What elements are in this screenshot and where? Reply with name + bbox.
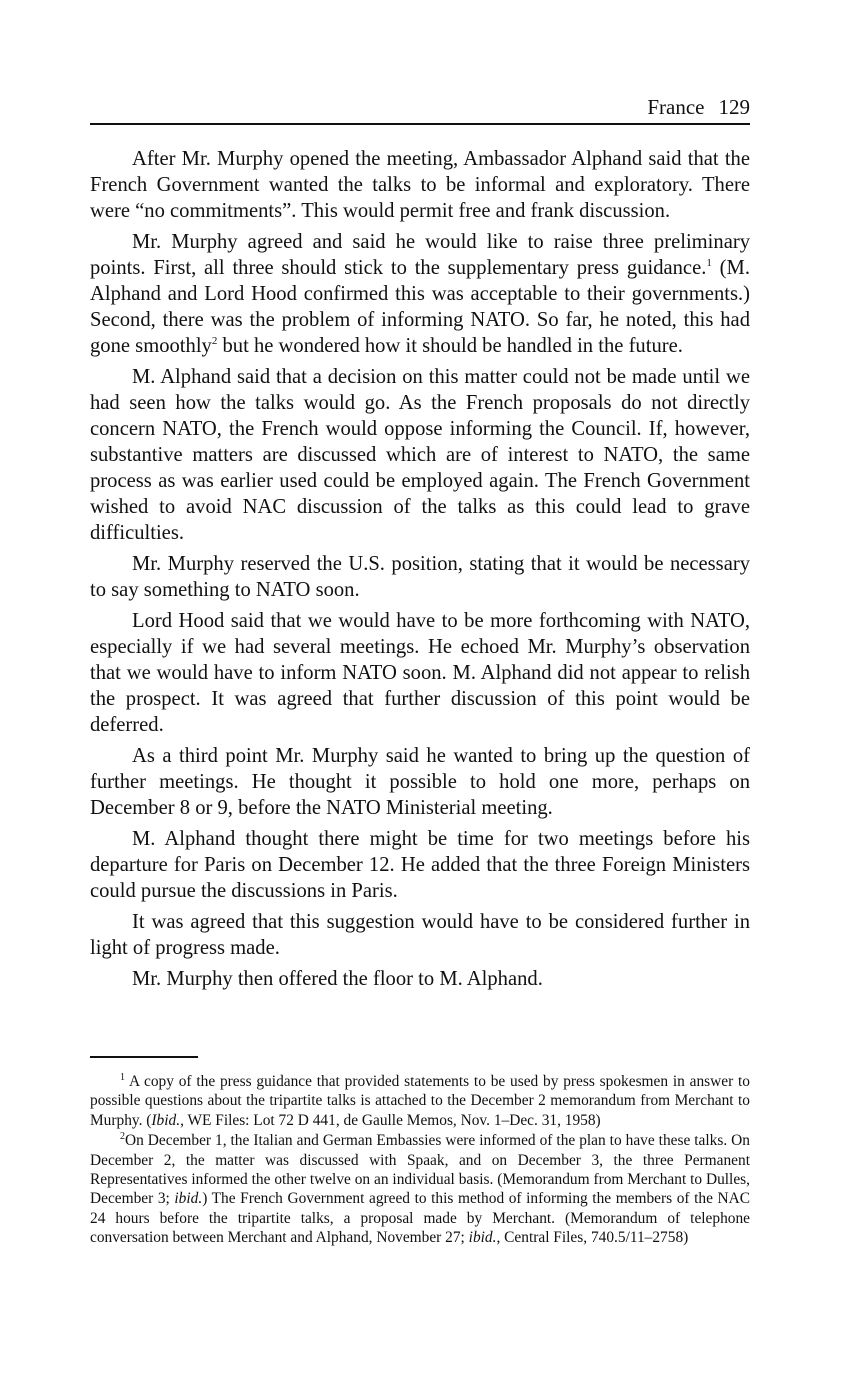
footnotes: [90, 1072, 750, 1249]
paragraph: After Mr. Murphy opened the meeting, Ambassador Alphand said that the French Government wanted the talks to be informal and exploratory. There were “no commitments”. This would permit free and frank discussion.: [90, 148, 750, 222]
footnote-ref-2: 2: [211, 335, 218, 348]
page-number: 129: [718, 95, 750, 119]
footnote-ibid: ibid.: [174, 1190, 203, 1208]
header-rule: [90, 123, 750, 125]
footnote-ref-1: 1: [706, 257, 712, 270]
paragraph: Lord Hood said that we would have to be more forthcoming with NATO, especially if we had several meetings. He echoed Mr. Murphy’s observation that we would have to inform NATO soon. M. Alphand did not appear to relish the prospect. It was agreed that further discussion of this point would be deferred.: [90, 610, 750, 736]
paragraph-text: (M. Alphand and Lord Hood confirmed this was acceptable to their governments.) Second, there was the problem of informing NATO. So far, he noted, this had gone smoothly: [90, 257, 750, 357]
footnote-2: [90, 1131, 750, 1247]
paragraph: [90, 229, 750, 359]
paragraph: Mr. Murphy reserved the U.S. position, stating that it would be necessary to say something to NATO soon.: [90, 553, 750, 601]
running-header: [90, 92, 750, 122]
main-text: [90, 146, 750, 997]
footnote-number: 1: [120, 1071, 125, 1083]
footnote-text: On December 1, the Italian and German Embassies were informed of the plan to have these talks. On December 2, the matter was discussed with Spaak, and on December 3, the three Permanent Representatives informed the other twelve on an individual basis. (Memorandum from Merchant to Dulles, December 3;: [90, 1132, 750, 1208]
footnote-text: , Central Files, 740.5/11–2758): [496, 1229, 689, 1247]
footnote-ibid: ibid.: [468, 1229, 497, 1247]
footnote-text: A copy of the press guidance that provided statements to be used by press spokesmen in answer to possible questions about the tripartite talks is attached to the December 2 memorandum from Merchant to Murphy. (: [90, 1073, 750, 1129]
paragraph: It was agreed that this suggestion would have to be considered further in light of progress made.: [90, 911, 750, 959]
paragraph: As a third point Mr. Murphy said he wanted to bring up the question of further meetings. He thought it possible to hold one more, perhaps on December 8 or 9, before the NATO Ministerial meeting.: [90, 745, 750, 819]
footnote-number: 2: [120, 1131, 125, 1143]
footnote-1: [90, 1072, 750, 1130]
footnote-text: ) The French Government agreed to this method of informing the members of the NAC 24 hours before the tripartite talks, a proposal made by Merchant. (Memorandum of telephone conversation between Merchant and Alphand, November 27;: [90, 1190, 750, 1247]
footnote-rule: [90, 1056, 198, 1058]
paragraph: Mr. Murphy then offered the floor to M. Alphand.: [132, 968, 543, 990]
paragraph: M. Alphand thought there might be time for two meetings before his departure for Paris on December 12. He added that the three Foreign Ministers could pursue the discussions in Paris.: [90, 828, 750, 902]
paragraph: M. Alphand said that a decision on this matter could not be made until we had seen how the talks would go. As the French proposals do not directly concern NATO, the French would oppose informing the Council. If, however, substantive matters are discussed which are of interest to NATO, the same process as was earlier used could be employed again. The French Government wished to avoid NAC discussion of the talks as this could lead to grave difficulties.: [90, 366, 750, 544]
paragraph-text: Mr. Murphy agreed and said he would like to raise three preliminary points. First, all three should stick to the supplementary press guidance.: [90, 231, 750, 279]
section-title: France: [647, 95, 705, 119]
footnote-text: , WE Files: Lot 72 D 441, de Gaulle Memos, Nov. 1–Dec. 31, 1958): [180, 1111, 601, 1129]
paragraph-text: but he wondered how it should be handled in the future.: [217, 335, 683, 357]
footnote-ibid: Ibid.: [151, 1111, 181, 1129]
